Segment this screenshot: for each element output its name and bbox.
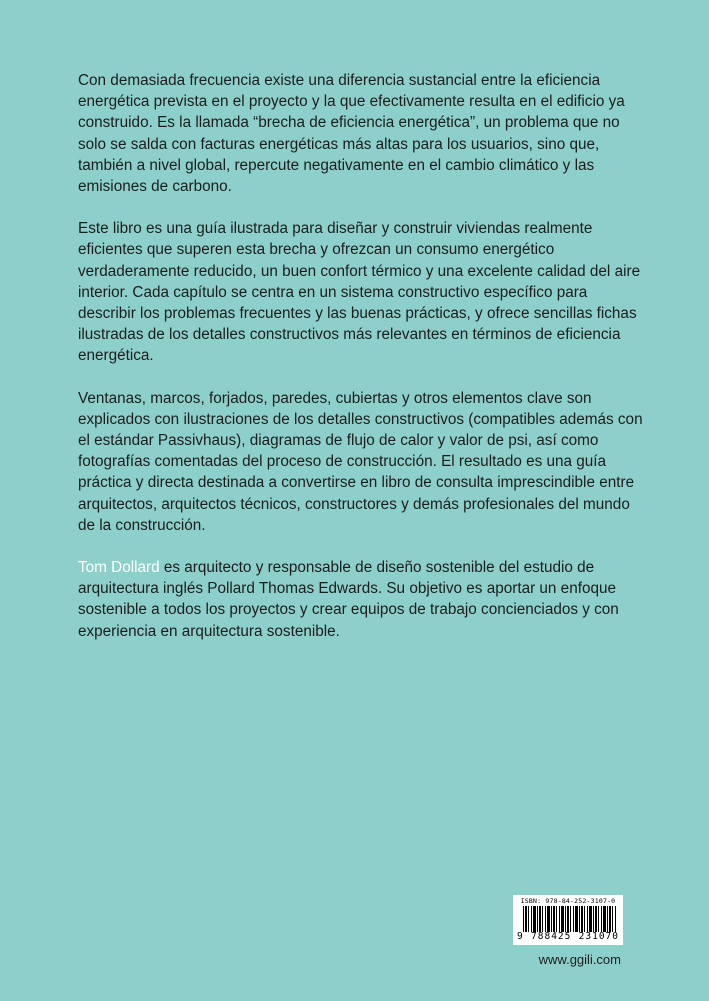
paragraph-3: Ventanas, marcos, forjados, paredes, cubiertas y otros elementos clave son explicados con ilustraciones de los detalles constructivos (compatibles además con el estándar Passivhaus), diagramas de flujo de calor y valor de psi, así como fotografías comentadas del proceso de construcción. El resultado es una guía práctica y directa destinada a convertirse en libro de consulta imprescindible entre arquitectos, arquitectos técnicos, constructores y demás profesionales del mundo de la construcción. [78,389,643,534]
author-name: Tom Dollard [78,559,160,577]
paragraph-2: Este libro es una guía ilustrada para diseñar y construir viviendas realmente eficientes que superen esta brecha y ofrezcan un consumo energético verdaderamente reducido, un buen confort térmico y una excelente calidad del aire interior. Cada capítulo se centra en un sistema constructivo específico para describir los problemas frecuentes y las buenas prácticas, y ofrece sencillas fichas ilustradas de los detalles constructivos más relevantes en términos de eficiencia energética. [78,220,641,365]
isbn-barcode [513,895,623,945]
publisher-website[interactable]: www.ggili.com [538,952,621,967]
author-paragraph [78,557,643,642]
barcode-bars [523,906,617,932]
barcode-digit-group-1: 788425 [531,931,572,942]
paragraph-1: Con demasiada frecuencia existe una diferencia sustancial entre la eficiencia energética prevista en el proyecto y la que efectivamente resulta en el edificio ya construido. Es la llamada “brecha de eficiencia energética”, un problema que no solo se salda con facturas energéticas más altas para los usuarios, sino que, también a nivel global, repercute negativamente en el cambio climático y las emisiones de carbono. [78,72,625,196]
back-cover-text [78,70,643,663]
barcode-digit-group-2: 231070 [578,931,619,942]
barcode-digit-first: 9 [517,931,524,942]
isbn-label: ISBN: 978-84-252-3107-0 [520,897,616,905]
barcode-digits [513,931,623,942]
author-bio: es arquitecto y responsable de diseño sostenible del estudio de arquitectura inglés Pollard Thomas Edwards. Su objetivo es aportar un enfoque sostenible a todos los proyectos y crear equipos de trabajo concienciados y con experiencia en arquitectura sostenible. [78,559,619,640]
